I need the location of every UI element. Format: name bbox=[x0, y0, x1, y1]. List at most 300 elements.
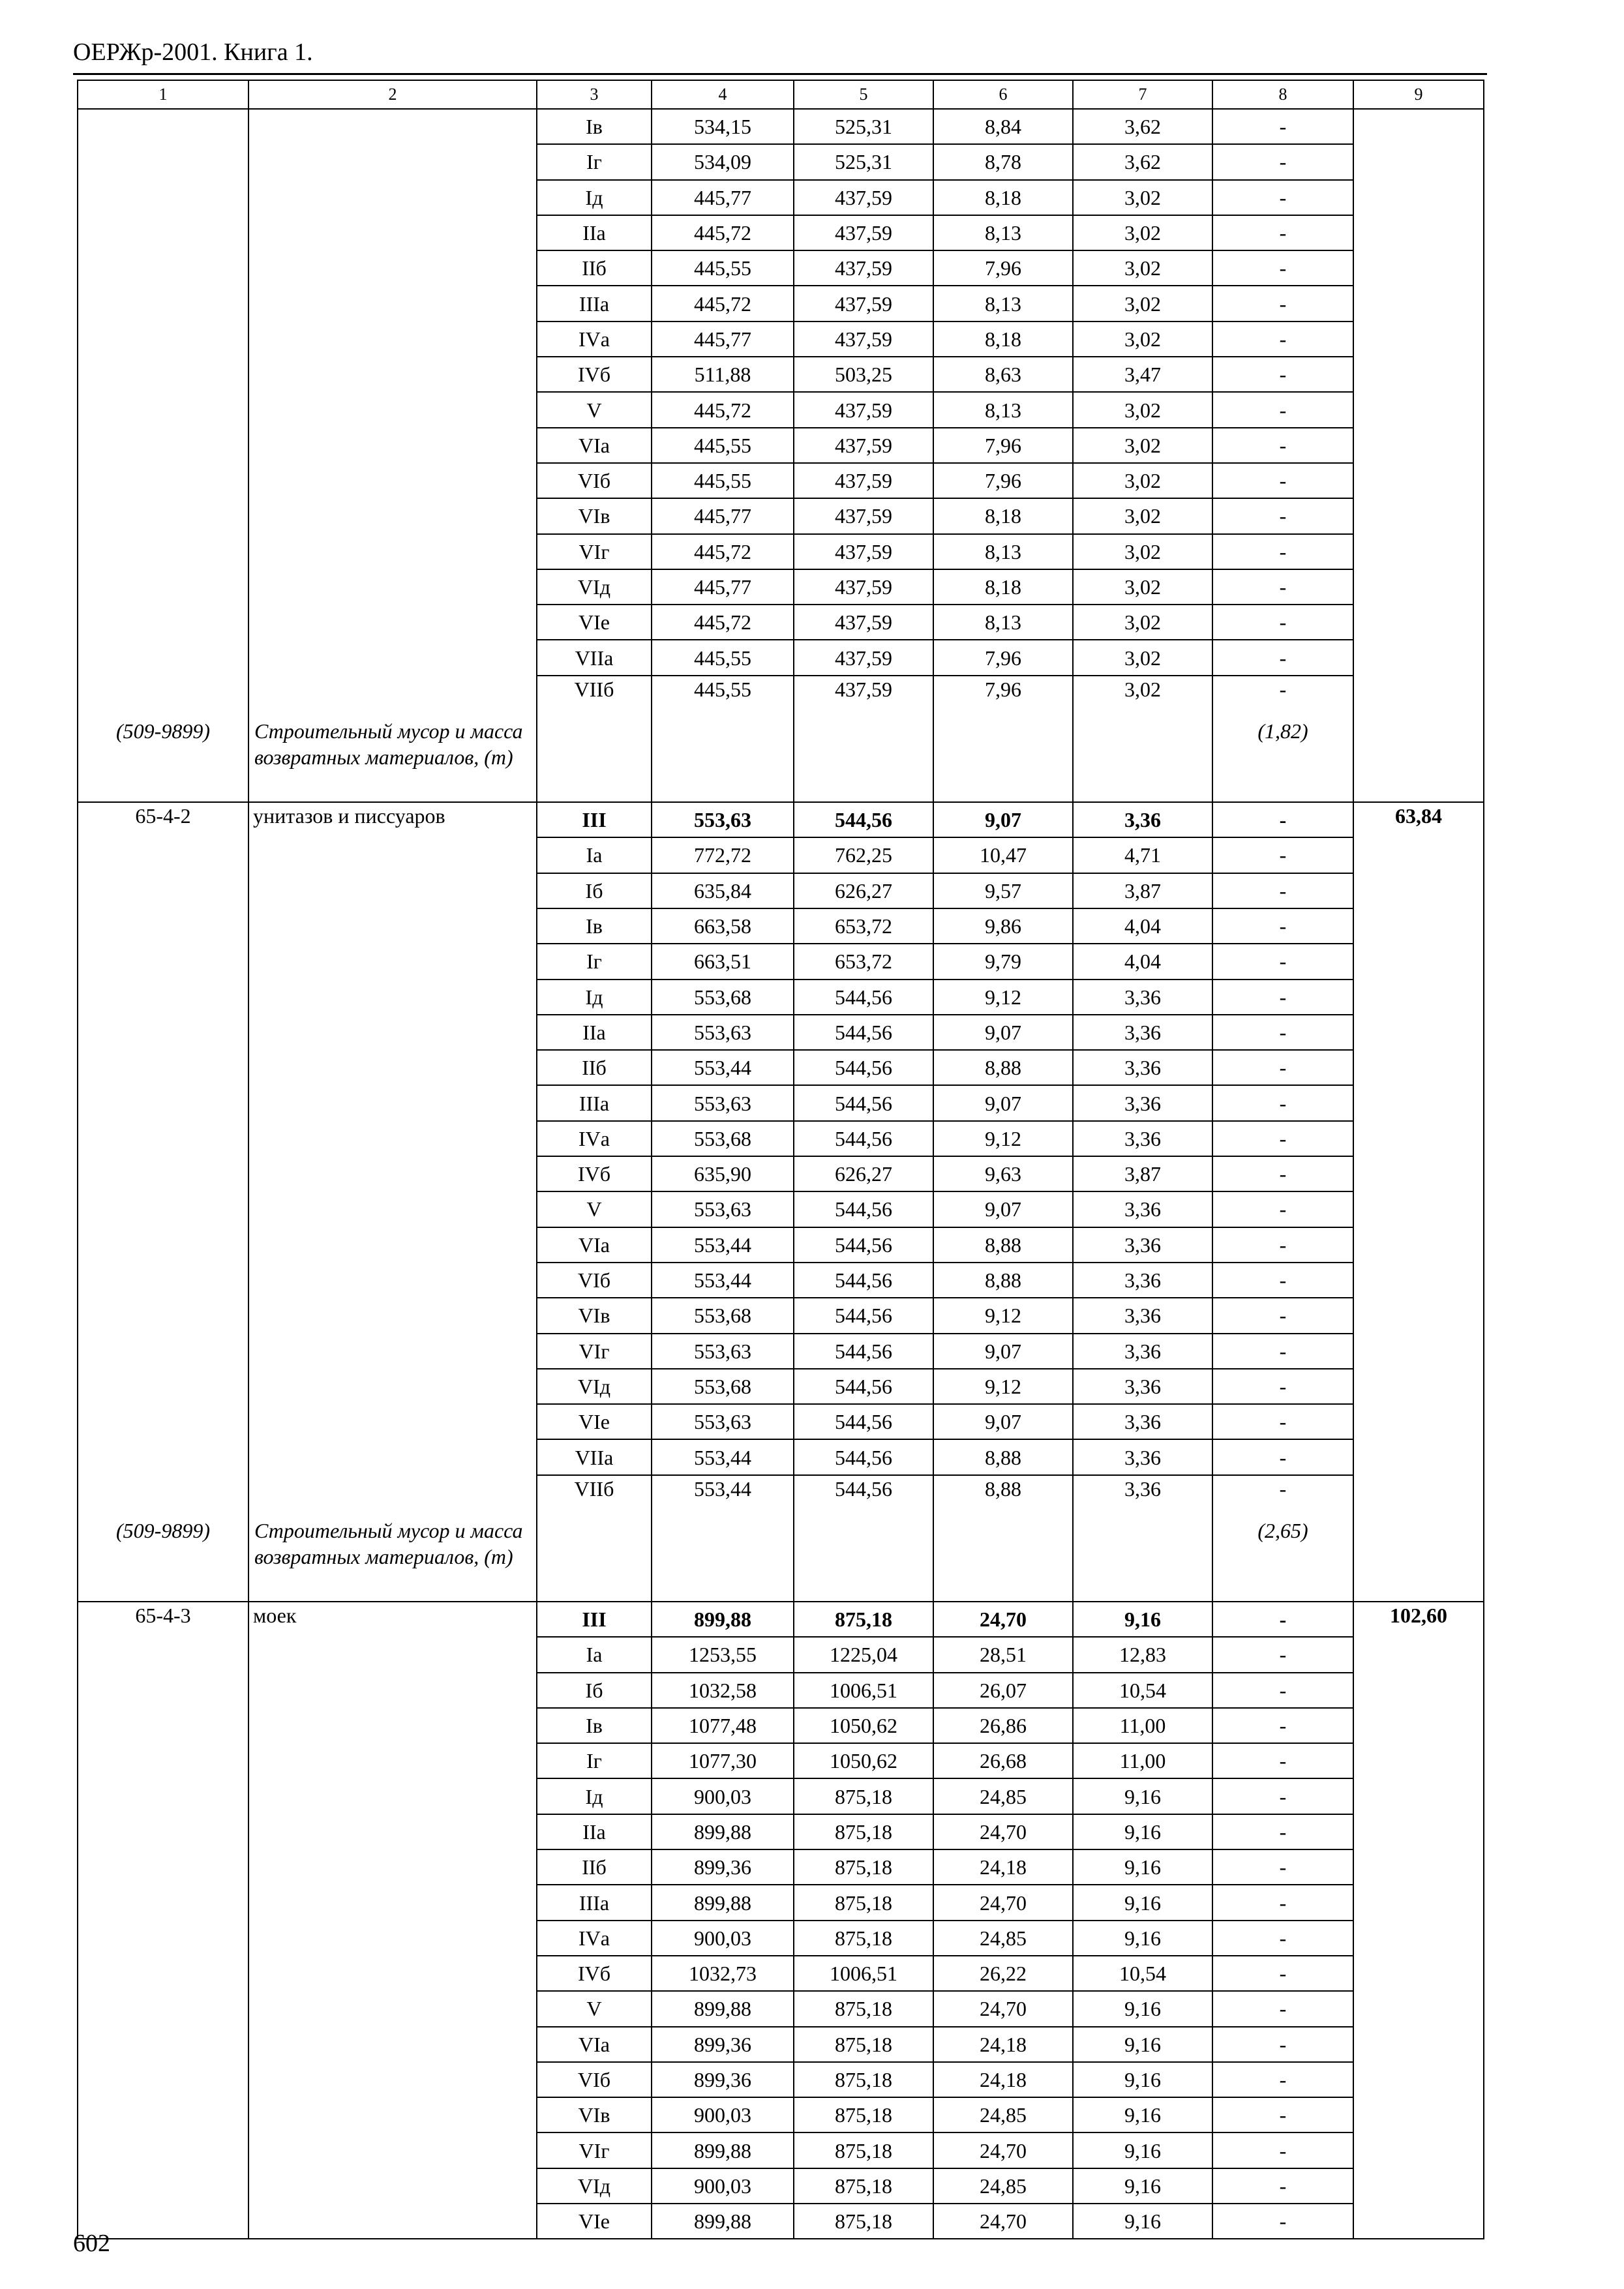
operator-wage-cell: 3,02 bbox=[1073, 180, 1212, 215]
machine-cost-cell: 24,85 bbox=[933, 2097, 1073, 2132]
materials-cost-cell: - bbox=[1212, 1475, 1353, 1510]
materials-cost-cell: - bbox=[1212, 1956, 1353, 1991]
total-cost-cell: 553,63 bbox=[652, 1085, 794, 1120]
region-cell: VIв bbox=[537, 498, 652, 533]
region-cell: VIе bbox=[537, 1404, 652, 1439]
work-name-cell bbox=[248, 250, 537, 286]
labor-cost-cell: 875,18 bbox=[794, 2027, 933, 2062]
operator-wage-cell: 3,47 bbox=[1073, 357, 1212, 392]
table-row bbox=[78, 1708, 1484, 1743]
total-cost-cell: 899,36 bbox=[652, 2062, 794, 2097]
materials-cost-cell: - bbox=[1212, 2204, 1353, 2239]
machine-cost-cell: 8,88 bbox=[933, 1439, 1073, 1474]
labor-cost-cell: 437,59 bbox=[794, 498, 933, 533]
materials-cost-cell: - bbox=[1212, 109, 1353, 144]
work-name-cell bbox=[248, 1439, 537, 1474]
table-row bbox=[78, 1778, 1484, 1814]
labor-cost-cell: 525,31 bbox=[794, 144, 933, 179]
table-row bbox=[78, 873, 1484, 908]
rate-code-cell bbox=[78, 1849, 248, 1885]
machine-cost-cell: 9,07 bbox=[933, 1085, 1073, 1120]
labor-cost-cell: 437,59 bbox=[794, 392, 933, 427]
total-cost-cell: 1077,48 bbox=[652, 1708, 794, 1743]
operator-wage-cell: 9,16 bbox=[1073, 1849, 1212, 1885]
rate-code-cell bbox=[78, 2062, 248, 2097]
labor-hours-cell bbox=[1353, 1369, 1484, 1404]
labor-hours-cell bbox=[1353, 2132, 1484, 2168]
machine-cost-cell: 9,57 bbox=[933, 873, 1073, 908]
column-number: 5 bbox=[794, 80, 933, 109]
rate-code-cell bbox=[78, 322, 248, 357]
machine-cost-cell: 26,22 bbox=[933, 1956, 1073, 1991]
labor-cost-cell: 875,18 bbox=[794, 1602, 933, 1637]
work-name-cell bbox=[248, 1921, 537, 1956]
labor-cost-cell: 437,59 bbox=[794, 463, 933, 498]
rate-code-cell bbox=[78, 1015, 248, 1050]
operator-wage-cell: 3,36 bbox=[1073, 1263, 1212, 1298]
materials-cost-cell: - bbox=[1212, 180, 1353, 215]
work-name-cell bbox=[248, 2204, 537, 2239]
labor-cost-cell: 875,18 bbox=[794, 1885, 933, 1920]
region-cell: Iб bbox=[537, 1673, 652, 1708]
debris-code-cell bbox=[78, 1510, 248, 1602]
total-cost-cell: 553,63 bbox=[652, 1191, 794, 1227]
labor-hours-cell bbox=[1353, 640, 1484, 675]
materials-cost-cell: - bbox=[1212, 676, 1353, 710]
machine-cost-cell: 9,12 bbox=[933, 1369, 1073, 1404]
work-name-cell bbox=[248, 215, 537, 250]
materials-cost-cell: - bbox=[1212, 1673, 1353, 1708]
machine-cost-cell: 28,51 bbox=[933, 1637, 1073, 1672]
labor-hours-cell bbox=[1353, 1050, 1484, 1085]
total-cost-cell: 445,77 bbox=[652, 322, 794, 357]
labor-cost-cell: 626,27 bbox=[794, 873, 933, 908]
table-row bbox=[78, 144, 1484, 179]
materials-cost-cell: - bbox=[1212, 428, 1353, 463]
machine-cost-cell: 7,96 bbox=[933, 676, 1073, 710]
region-cell: VIIа bbox=[537, 640, 652, 675]
labor-cost-cell: 437,59 bbox=[794, 250, 933, 286]
rate-code-cell bbox=[78, 873, 248, 908]
labor-cost-cell: 544,56 bbox=[794, 1298, 933, 1333]
total-cost-cell: 553,44 bbox=[652, 1263, 794, 1298]
labor-hours-cell bbox=[1353, 1475, 1484, 1510]
total-cost-cell: 899,88 bbox=[652, 1885, 794, 1920]
labor-cost-cell: 875,18 bbox=[794, 2204, 933, 2239]
operator-wage-cell: 9,16 bbox=[1073, 1885, 1212, 1920]
work-name-cell bbox=[248, 428, 537, 463]
work-name-cell: моек bbox=[248, 1602, 537, 1637]
work-name-cell bbox=[248, 873, 537, 908]
total-cost-cell: 553,63 bbox=[652, 1334, 794, 1369]
materials-cost-cell: - bbox=[1212, 1156, 1353, 1191]
work-name-cell bbox=[248, 1708, 537, 1743]
rate-code-cell bbox=[78, 1956, 248, 1991]
rate-code-cell bbox=[78, 2097, 248, 2132]
region-cell: VIв bbox=[537, 2097, 652, 2132]
labor-hours-cell bbox=[1353, 2097, 1484, 2132]
total-cost-cell: 511,88 bbox=[652, 357, 794, 392]
table-row bbox=[78, 109, 1484, 144]
rate-code-cell bbox=[78, 109, 248, 144]
labor-hours-cell bbox=[1353, 569, 1484, 605]
region-cell: IIIа bbox=[537, 286, 652, 321]
rate-code-cell bbox=[78, 2027, 248, 2062]
rate-code-cell bbox=[78, 144, 248, 179]
total-cost-cell: 534,15 bbox=[652, 109, 794, 144]
empty-cell bbox=[794, 710, 933, 802]
total-cost-cell: 899,88 bbox=[652, 1602, 794, 1637]
operator-wage-cell: 9,16 bbox=[1073, 2168, 1212, 2204]
labor-hours-cell bbox=[1353, 873, 1484, 908]
work-name-cell bbox=[248, 2062, 537, 2097]
work-name-cell bbox=[248, 1015, 537, 1050]
labor-hours-cell bbox=[1353, 2168, 1484, 2204]
labor-hours-cell: 63,84 bbox=[1353, 802, 1484, 837]
operator-wage-cell: 3,36 bbox=[1073, 1191, 1212, 1227]
machine-cost-cell: 26,07 bbox=[933, 1673, 1073, 1708]
machine-cost-cell: 24,18 bbox=[933, 2027, 1073, 2062]
debris-value: (1,82) bbox=[1257, 719, 1308, 743]
operator-wage-cell: 9,16 bbox=[1073, 2062, 1212, 2097]
work-name-cell bbox=[248, 1121, 537, 1156]
labor-hours-cell bbox=[1353, 1121, 1484, 1156]
materials-cost-cell: - bbox=[1212, 944, 1353, 979]
machine-cost-cell: 8,88 bbox=[933, 1475, 1073, 1510]
region-cell: IIа bbox=[537, 1814, 652, 1849]
operator-wage-cell: 3,02 bbox=[1073, 286, 1212, 321]
rate-code-cell bbox=[78, 640, 248, 675]
table-row bbox=[78, 605, 1484, 640]
machine-cost-cell: 24,70 bbox=[933, 1885, 1073, 1920]
machine-cost-cell: 8,78 bbox=[933, 144, 1073, 179]
operator-wage-cell: 3,62 bbox=[1073, 109, 1212, 144]
operator-wage-cell: 3,02 bbox=[1073, 215, 1212, 250]
labor-cost-cell: 626,27 bbox=[794, 1156, 933, 1191]
machine-cost-cell: 8,18 bbox=[933, 322, 1073, 357]
materials-cost-cell: - bbox=[1212, 873, 1353, 908]
rate-code-cell bbox=[78, 1637, 248, 1672]
materials-cost-cell: - bbox=[1212, 1743, 1353, 1778]
rate-code-cell bbox=[78, 1708, 248, 1743]
total-cost-cell: 900,03 bbox=[652, 2168, 794, 2204]
table-row bbox=[78, 569, 1484, 605]
work-name-cell bbox=[248, 1369, 537, 1404]
operator-wage-cell: 3,02 bbox=[1073, 640, 1212, 675]
work-name-cell bbox=[248, 357, 537, 392]
table-row bbox=[78, 1050, 1484, 1085]
materials-cost-cell: - bbox=[1212, 286, 1353, 321]
machine-cost-cell: 8,13 bbox=[933, 605, 1073, 640]
region-cell: IVб bbox=[537, 1956, 652, 1991]
table-row bbox=[78, 1015, 1484, 1050]
labor-hours-cell bbox=[1353, 980, 1484, 1015]
rate-code-cell bbox=[78, 944, 248, 979]
work-name-cell bbox=[248, 1991, 537, 2026]
price-table bbox=[77, 80, 1484, 2239]
region-cell: Iв bbox=[537, 908, 652, 944]
operator-wage-cell: 3,36 bbox=[1073, 1085, 1212, 1120]
table-row bbox=[78, 1227, 1484, 1263]
work-name-cell bbox=[248, 908, 537, 944]
debris-name: Строительный мусор и масса возвратных материалов, (т) bbox=[254, 719, 523, 770]
machine-cost-cell: 24,70 bbox=[933, 2204, 1073, 2239]
work-name-cell bbox=[248, 2097, 537, 2132]
materials-cost-cell: - bbox=[1212, 1602, 1353, 1637]
operator-wage-cell: 3,36 bbox=[1073, 1015, 1212, 1050]
labor-cost-cell: 544,56 bbox=[794, 1191, 933, 1227]
rate-code-cell bbox=[78, 180, 248, 215]
region-cell: IIа bbox=[537, 1015, 652, 1050]
table-row bbox=[78, 250, 1484, 286]
labor-hours-cell bbox=[1353, 837, 1484, 873]
labor-hours-cell bbox=[1353, 1404, 1484, 1439]
table-row bbox=[78, 1298, 1484, 1333]
operator-wage-cell: 3,02 bbox=[1073, 534, 1212, 569]
operator-wage-cell: 3,36 bbox=[1073, 802, 1212, 837]
table-row bbox=[78, 837, 1484, 873]
table-row bbox=[78, 428, 1484, 463]
total-cost-cell: 553,68 bbox=[652, 1121, 794, 1156]
materials-cost-cell: - bbox=[1212, 2168, 1353, 2204]
rate-code-cell bbox=[78, 1814, 248, 1849]
region-cell: VIб bbox=[537, 463, 652, 498]
labor-hours-cell bbox=[1353, 322, 1484, 357]
materials-cost-cell: - bbox=[1212, 2097, 1353, 2132]
labor-hours-cell bbox=[1353, 463, 1484, 498]
table-row bbox=[78, 215, 1484, 250]
empty-cell bbox=[794, 1510, 933, 1602]
machine-cost-cell: 9,63 bbox=[933, 1156, 1073, 1191]
debris-value-cell bbox=[1212, 710, 1353, 802]
region-cell: III bbox=[537, 1602, 652, 1637]
machine-cost-cell: 8,88 bbox=[933, 1263, 1073, 1298]
empty-cell bbox=[652, 710, 794, 802]
work-name-cell bbox=[248, 1849, 537, 1885]
rate-code-cell: 65-4-2 bbox=[78, 802, 248, 837]
operator-wage-cell: 3,02 bbox=[1073, 676, 1212, 710]
rate-code-cell bbox=[78, 1298, 248, 1333]
machine-cost-cell: 24,18 bbox=[933, 2062, 1073, 2097]
materials-cost-cell: - bbox=[1212, 802, 1353, 837]
work-name-cell bbox=[248, 463, 537, 498]
labor-hours-cell bbox=[1353, 144, 1484, 179]
empty-cell bbox=[933, 1510, 1073, 1602]
operator-wage-cell: 4,04 bbox=[1073, 944, 1212, 979]
materials-cost-cell: - bbox=[1212, 144, 1353, 179]
machine-cost-cell: 24,70 bbox=[933, 1991, 1073, 2026]
table-row bbox=[78, 1743, 1484, 1778]
materials-cost-cell: - bbox=[1212, 837, 1353, 873]
table-row bbox=[78, 392, 1484, 427]
operator-wage-cell: 9,16 bbox=[1073, 2027, 1212, 2062]
labor-cost-cell: 1225,04 bbox=[794, 1637, 933, 1672]
work-name-cell bbox=[248, 1263, 537, 1298]
region-cell: Iд bbox=[537, 1778, 652, 1814]
table-row bbox=[78, 357, 1484, 392]
total-cost-cell: 445,72 bbox=[652, 534, 794, 569]
labor-hours-cell bbox=[1353, 944, 1484, 979]
table-row bbox=[78, 640, 1484, 675]
materials-cost-cell: - bbox=[1212, 250, 1353, 286]
region-cell: VIе bbox=[537, 605, 652, 640]
machine-cost-cell: 9,07 bbox=[933, 1191, 1073, 1227]
total-cost-cell: 663,51 bbox=[652, 944, 794, 979]
operator-wage-cell: 9,16 bbox=[1073, 1814, 1212, 1849]
labor-hours-cell bbox=[1353, 215, 1484, 250]
column-number: 7 bbox=[1073, 80, 1212, 109]
work-name-cell bbox=[248, 392, 537, 427]
labor-hours-cell bbox=[1353, 357, 1484, 392]
rate-code-cell bbox=[78, 498, 248, 533]
labor-cost-cell: 1050,62 bbox=[794, 1708, 933, 1743]
machine-cost-cell: 8,13 bbox=[933, 534, 1073, 569]
region-cell: VIг bbox=[537, 1334, 652, 1369]
work-name-cell bbox=[248, 2132, 537, 2168]
labor-hours-cell bbox=[1353, 1298, 1484, 1333]
labor-cost-cell: 544,56 bbox=[794, 1475, 933, 1510]
region-cell: VIг bbox=[537, 534, 652, 569]
table-row bbox=[78, 1814, 1484, 1849]
total-cost-cell: 553,44 bbox=[652, 1227, 794, 1263]
region-cell: VIд bbox=[537, 1369, 652, 1404]
table-row bbox=[78, 802, 1484, 837]
total-cost-cell: 553,63 bbox=[652, 802, 794, 837]
total-cost-cell: 900,03 bbox=[652, 1921, 794, 1956]
table-row bbox=[78, 498, 1484, 533]
table-row bbox=[78, 908, 1484, 944]
total-cost-cell: 553,44 bbox=[652, 1475, 794, 1510]
work-name-cell bbox=[248, 1298, 537, 1333]
materials-cost-cell: - bbox=[1212, 1439, 1353, 1474]
region-cell: VIб bbox=[537, 2062, 652, 2097]
work-name-cell bbox=[248, 1814, 537, 1849]
labor-cost-cell: 875,18 bbox=[794, 1991, 933, 2026]
work-name-cell bbox=[248, 2168, 537, 2204]
rate-code-cell bbox=[78, 1050, 248, 1085]
labor-cost-cell: 503,25 bbox=[794, 357, 933, 392]
labor-hours-cell bbox=[1353, 1227, 1484, 1263]
materials-cost-cell: - bbox=[1212, 2132, 1353, 2168]
table-row bbox=[78, 1475, 1484, 1510]
labor-cost-cell: 653,72 bbox=[794, 944, 933, 979]
debris-row bbox=[78, 1510, 1484, 1602]
materials-cost-cell: - bbox=[1212, 1849, 1353, 1885]
operator-wage-cell: 3,36 bbox=[1073, 1227, 1212, 1263]
total-cost-cell: 635,90 bbox=[652, 1156, 794, 1191]
rate-code-cell: 65-4-3 bbox=[78, 1602, 248, 1637]
rate-code-cell bbox=[78, 1991, 248, 2026]
region-cell: IVа bbox=[537, 322, 652, 357]
work-name-cell bbox=[248, 1637, 537, 1672]
table-row bbox=[78, 534, 1484, 569]
labor-cost-cell: 437,59 bbox=[794, 428, 933, 463]
machine-cost-cell: 24,85 bbox=[933, 1778, 1073, 1814]
machine-cost-cell: 9,07 bbox=[933, 1334, 1073, 1369]
region-cell: VIд bbox=[537, 569, 652, 605]
labor-hours-cell bbox=[1353, 1778, 1484, 1814]
work-name-cell: унитазов и писсуаров bbox=[248, 802, 537, 837]
operator-wage-cell: 4,04 bbox=[1073, 908, 1212, 944]
machine-cost-cell: 8,13 bbox=[933, 215, 1073, 250]
operator-wage-cell: 3,02 bbox=[1073, 498, 1212, 533]
labor-hours-cell bbox=[1353, 109, 1484, 144]
work-name-cell bbox=[248, 109, 537, 144]
region-cell: IIа bbox=[537, 215, 652, 250]
total-cost-cell: 899,36 bbox=[652, 1849, 794, 1885]
labor-hours-cell bbox=[1353, 498, 1484, 533]
labor-cost-cell: 544,56 bbox=[794, 1050, 933, 1085]
labor-cost-cell: 875,18 bbox=[794, 1814, 933, 1849]
labor-cost-cell: 544,56 bbox=[794, 1121, 933, 1156]
machine-cost-cell: 9,12 bbox=[933, 980, 1073, 1015]
table-row bbox=[78, 1673, 1484, 1708]
region-cell: IVа bbox=[537, 1921, 652, 1956]
table-row bbox=[78, 286, 1484, 321]
labor-hours-cell bbox=[1353, 908, 1484, 944]
labor-cost-cell: 1050,62 bbox=[794, 1743, 933, 1778]
materials-cost-cell: - bbox=[1212, 322, 1353, 357]
work-name-cell bbox=[248, 534, 537, 569]
labor-hours-cell bbox=[1353, 1673, 1484, 1708]
machine-cost-cell: 8,84 bbox=[933, 109, 1073, 144]
labor-hours-cell: 102,60 bbox=[1353, 1602, 1484, 1637]
labor-hours-cell bbox=[1353, 1085, 1484, 1120]
total-cost-cell: 553,63 bbox=[652, 1015, 794, 1050]
rate-code-cell bbox=[78, 837, 248, 873]
debris-row bbox=[78, 710, 1484, 802]
rate-code-cell bbox=[78, 980, 248, 1015]
operator-wage-cell: 3,87 bbox=[1073, 873, 1212, 908]
total-cost-cell: 445,55 bbox=[652, 428, 794, 463]
labor-hours-cell bbox=[1353, 676, 1484, 710]
column-number: 2 bbox=[248, 80, 537, 109]
machine-cost-cell: 7,96 bbox=[933, 250, 1073, 286]
total-cost-cell: 635,84 bbox=[652, 873, 794, 908]
total-cost-cell: 553,44 bbox=[652, 1439, 794, 1474]
rate-code-cell bbox=[78, 1191, 248, 1227]
total-cost-cell: 445,77 bbox=[652, 180, 794, 215]
materials-cost-cell: - bbox=[1212, 640, 1353, 675]
work-name-cell bbox=[248, 640, 537, 675]
materials-cost-cell: - bbox=[1212, 1885, 1353, 1920]
column-number-row bbox=[78, 80, 1484, 109]
empty-cell bbox=[537, 710, 652, 802]
work-name-cell bbox=[248, 144, 537, 179]
machine-cost-cell: 24,85 bbox=[933, 2168, 1073, 2204]
rate-code-cell bbox=[78, 250, 248, 286]
labor-hours-cell bbox=[1353, 1921, 1484, 1956]
region-cell: Iг bbox=[537, 1743, 652, 1778]
materials-cost-cell: - bbox=[1212, 569, 1353, 605]
labor-cost-cell: 875,18 bbox=[794, 2168, 933, 2204]
labor-hours-cell bbox=[1353, 1708, 1484, 1743]
total-cost-cell: 445,72 bbox=[652, 605, 794, 640]
total-cost-cell: 900,03 bbox=[652, 2097, 794, 2132]
header-rule bbox=[73, 73, 1487, 75]
work-name-cell bbox=[248, 980, 537, 1015]
total-cost-cell: 899,88 bbox=[652, 1991, 794, 2026]
total-cost-cell: 445,72 bbox=[652, 215, 794, 250]
region-cell: III bbox=[537, 802, 652, 837]
labor-hours-cell bbox=[1353, 1991, 1484, 2026]
machine-cost-cell: 9,07 bbox=[933, 1015, 1073, 1050]
region-cell: V bbox=[537, 1991, 652, 2026]
labor-cost-cell: 544,56 bbox=[794, 1227, 933, 1263]
table-row bbox=[78, 1085, 1484, 1120]
labor-hours-cell bbox=[1353, 1334, 1484, 1369]
total-cost-cell: 534,09 bbox=[652, 144, 794, 179]
